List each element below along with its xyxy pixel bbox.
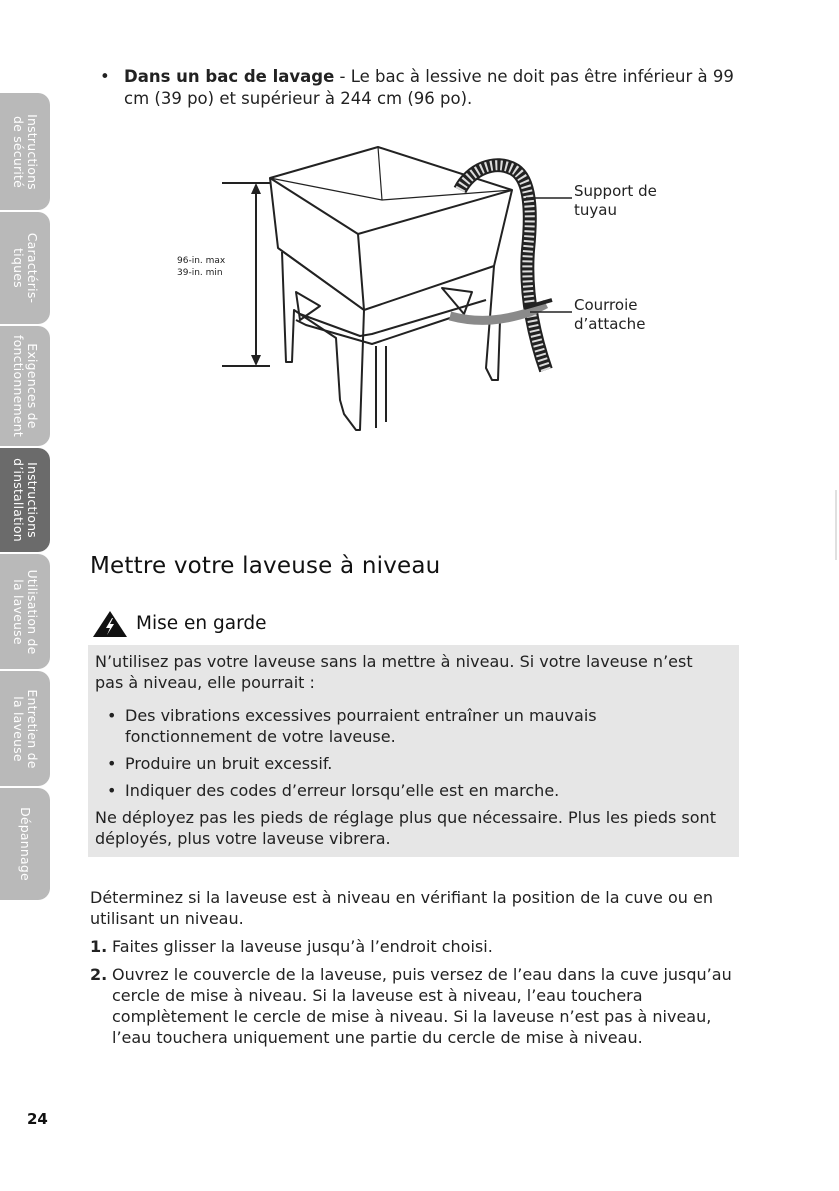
bullet-body: - Le bac à lessive ne doit pas être inférieur à 99 cm (39 po) et supérieur à 244 cm (96 po). <box>124 67 734 108</box>
page-number: 24 <box>27 1110 48 1128</box>
page-edge-mark <box>835 490 837 560</box>
tab-troubleshooting[interactable] <box>0 788 50 900</box>
tab-safety-instructions[interactable] <box>0 93 50 210</box>
tab-washer-maintenance[interactable] <box>0 671 50 786</box>
tab-label: Entretien de la laveuse <box>11 688 40 769</box>
tab-label: Exigences de fonctionnement <box>11 335 40 437</box>
step-item <box>90 964 740 1048</box>
bullet-dot: • <box>107 781 117 800</box>
hose-support-label-line1: Support de <box>574 182 657 200</box>
laundry-tub-bullet <box>100 66 760 110</box>
tab-label: Caractéris- tiques <box>11 232 40 304</box>
tab-label: Utilisation de la laveuse <box>11 569 40 654</box>
bullet-text <box>124 66 760 110</box>
caution-item-text: Des vibrations excessives pourraient entraîner un mauvais fonctionnement de votre laveuse. <box>125 706 597 746</box>
bullet-dot: • <box>100 67 110 86</box>
caution-list <box>95 705 725 807</box>
caution-item <box>95 753 725 774</box>
warning-triangle-icon <box>92 610 128 638</box>
tab-installation-instructions[interactable] <box>0 448 50 552</box>
hose-support-label-line2: tuyau <box>574 201 617 219</box>
leveling-intro: Déterminez si la laveuse est à niveau en vérifiant la position de la cuve ou en utilisant un niveau. <box>90 888 713 928</box>
caution-item-text: Indiquer des codes d’erreur lorsqu’elle est en marche. <box>125 781 560 800</box>
step-number: 1. <box>90 937 108 956</box>
tab-using-washer[interactable] <box>0 554 50 669</box>
caution-item-text: Produire un bruit excessif. <box>125 754 333 773</box>
tab-operating-requirements[interactable] <box>0 326 50 446</box>
step-item <box>90 936 740 957</box>
step-number: 2. <box>90 965 108 984</box>
section-heading: Mettre votre laveuse à niveau <box>90 553 441 579</box>
tab-label: Dépannage <box>18 807 33 881</box>
leveling-instructions <box>90 887 740 1055</box>
tab-features[interactable] <box>0 212 50 324</box>
caution-box <box>88 645 739 857</box>
step-text: Faites glisser la laveuse jusqu’à l’endroit choisi. <box>112 937 493 956</box>
strap-label-line1: Courroie <box>574 296 638 314</box>
bullet-dot: • <box>107 706 117 725</box>
bullet-bold-lead: Dans un bac de lavage <box>124 67 335 86</box>
tab-label: Instructions d’installation <box>11 458 40 542</box>
tab-label: Instructions de sécurité <box>11 113 40 190</box>
step-text: Ouvrez le couvercle de la laveuse, puis versez de l’eau dans la cuve jusqu’au cercle de mise à niveau. Si la laveuse est à niveau, l’eau touchera complètement le cercle de mise à niveau. Si la laveuse n’est pas à niveau, l’eau touchera uniquement une partie du cercle de mise à niveau. <box>112 965 732 1047</box>
dimension-max-label: 96-in. max <box>177 256 226 266</box>
caution-item <box>95 705 725 747</box>
laundry-tub-figure <box>160 140 720 440</box>
dimension-min-label: 39-in. min <box>177 268 223 278</box>
caution-item <box>95 780 725 801</box>
bullet-dot: • <box>107 754 117 773</box>
caution-outro: Ne déployez pas les pieds de réglage plus que nécessaire. Plus les pieds sont déployés, plus votre laveuse vibrera. <box>95 808 716 848</box>
strap-label-line2: d’attache <box>574 315 646 333</box>
caution-intro: N’utilisez pas votre laveuse sans la mettre à niveau. Si votre laveuse n’est pas à niveau, elle pourrait : <box>95 652 693 692</box>
caution-title: Mise en garde <box>136 613 267 634</box>
